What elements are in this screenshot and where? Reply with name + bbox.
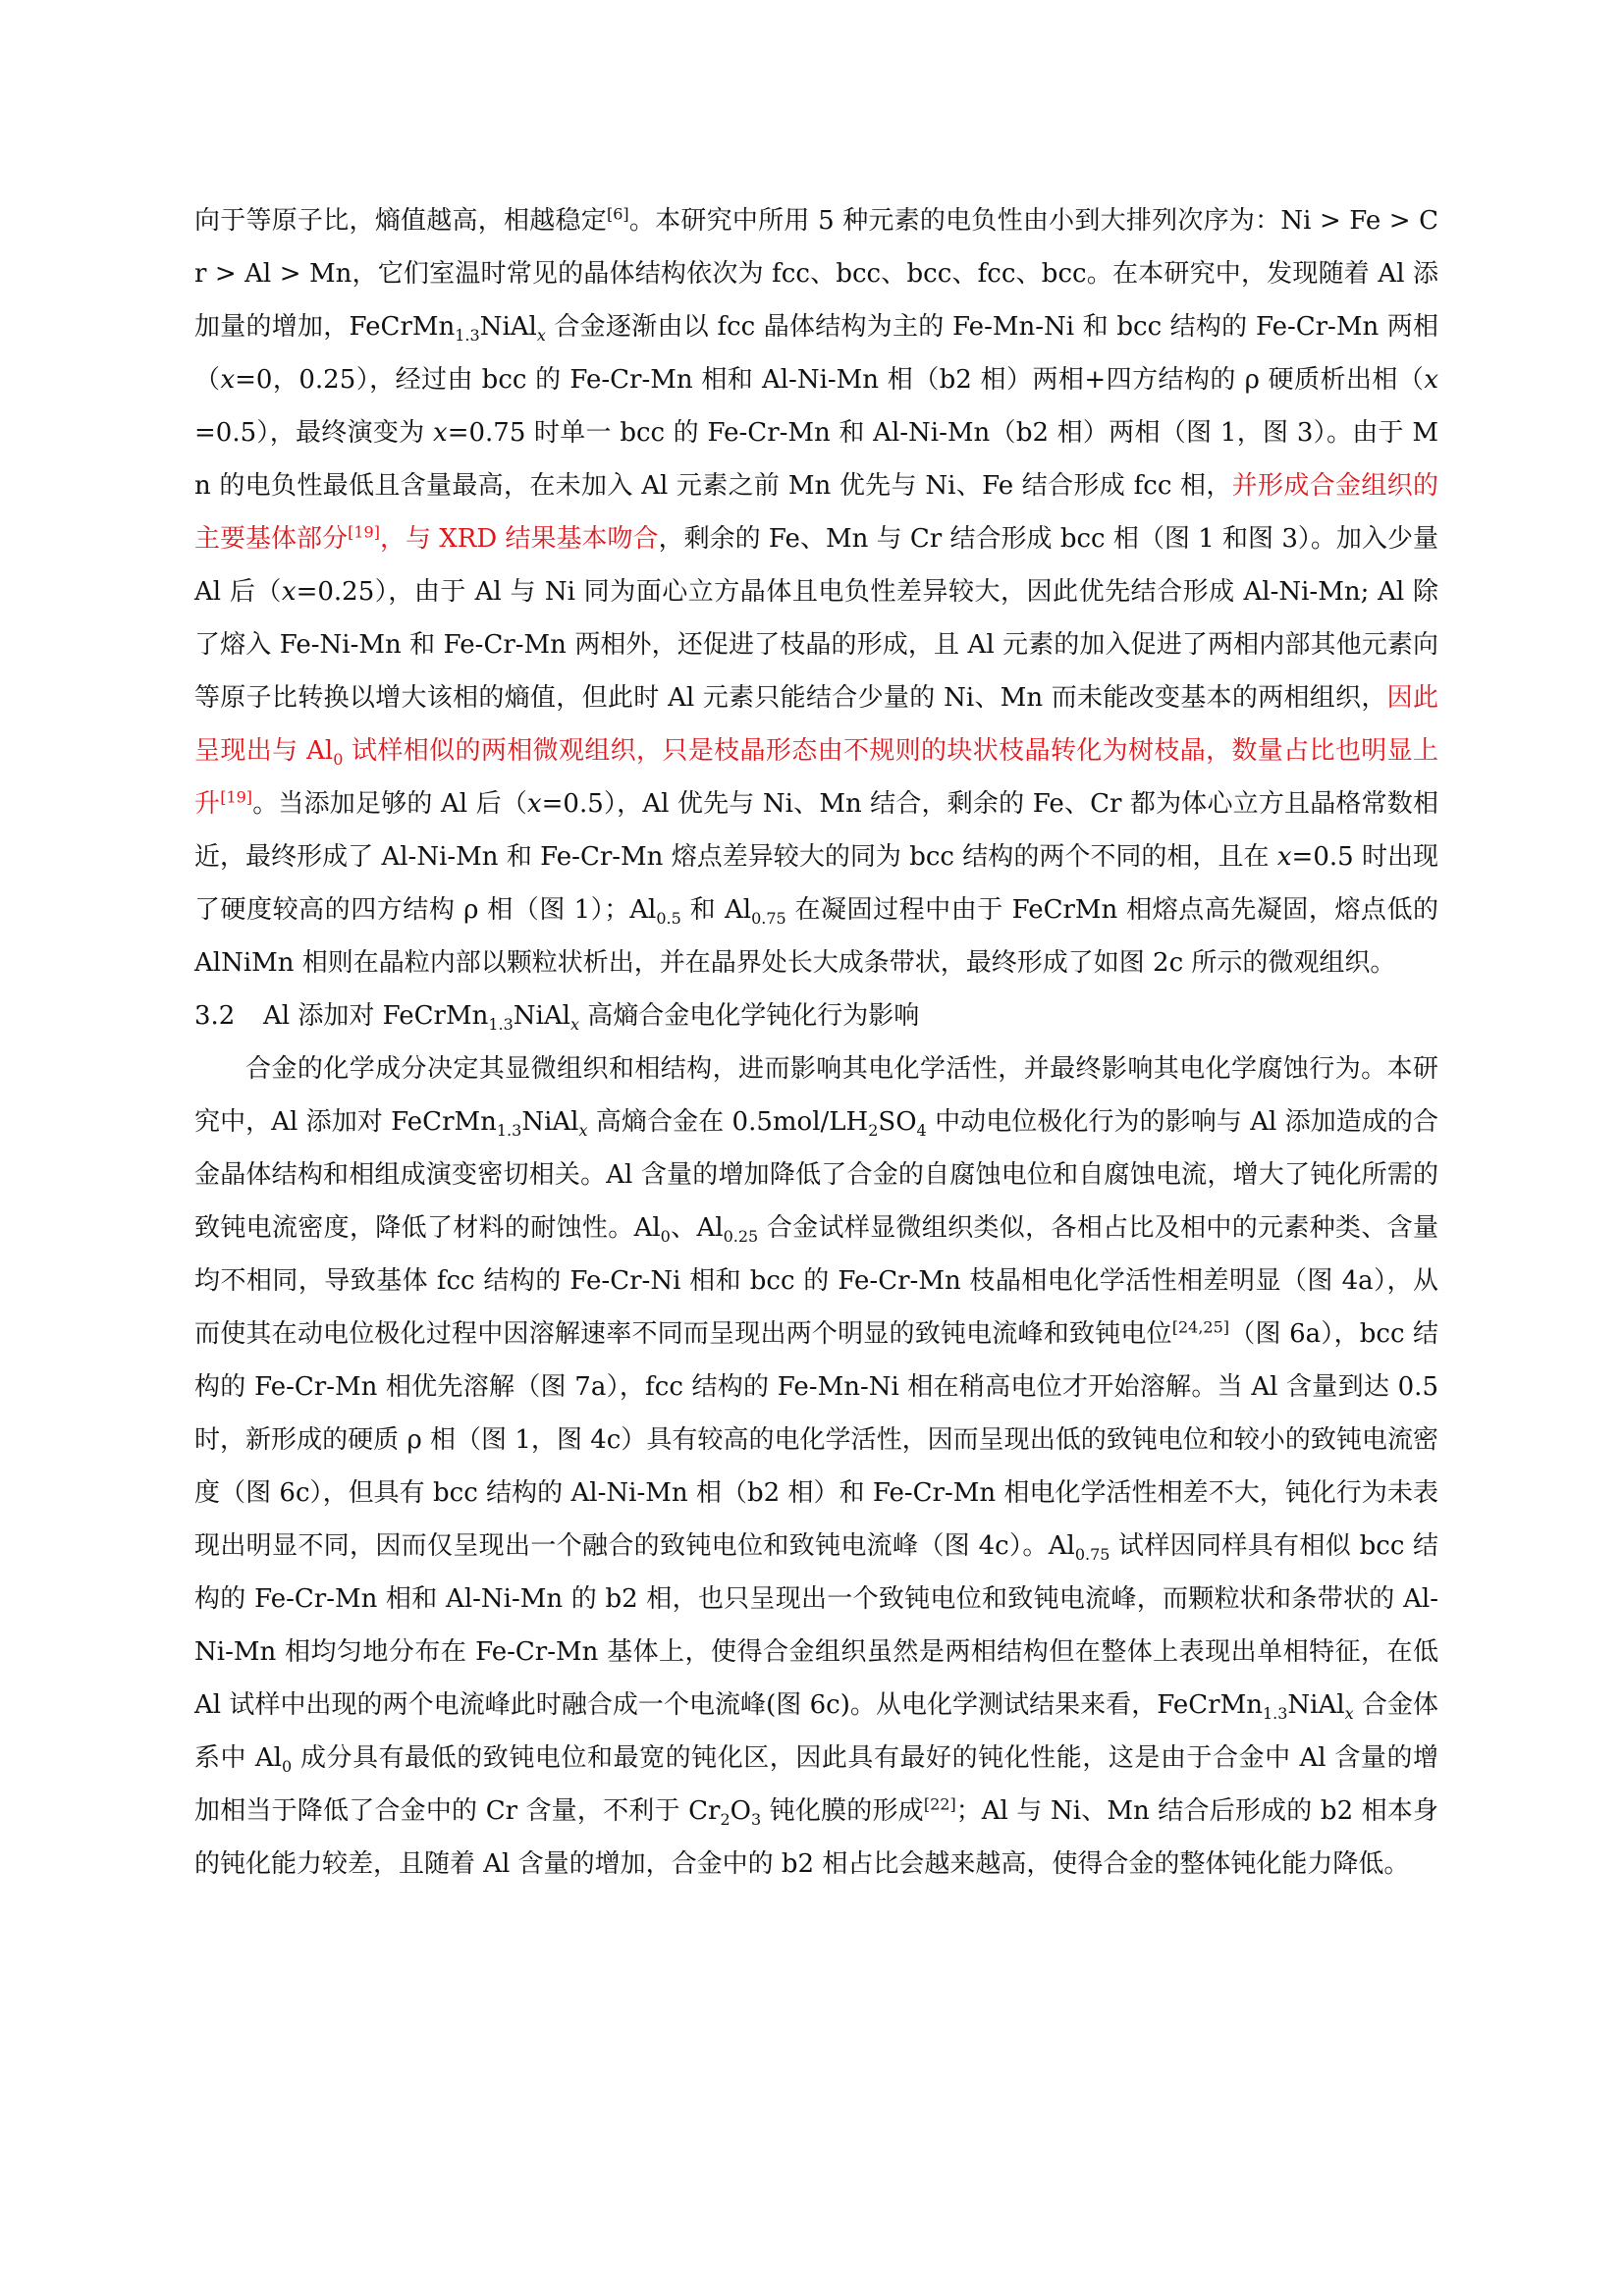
text-run: =0.75 时单一 bcc 的 Fe-Cr-Mn 和 Al-Ni-Mn（b2 相）两相（图 1，图 3）。由于 Mn 的电负性最低且含量最高，在未加入 Al 元素之前 Mn 优先与 Ni、Fe 结合形成 fcc 相， (194, 418, 1439, 501)
text-run: （图 6a），bcc 结构的 Fe-Cr-Mn 相优先溶解（图 7a），fcc 结构的 Fe-Mn-Ni 相在稍高电位才开始溶解。当 Al 含量到达 0.5 时，新形成的硬质 ρ 相（图 1，图 4c）具有较高的电化学活性，因而呈现出低的致钝电位和较小的致钝电流密度（图 6c），但具有 bcc 结构的 Al-Ni-Mn 相（b2 相）和 Fe-Cr-Mn 相电化学活性相差不大，钝化行为未表现出明显不同，因而仅呈现出一个融合的致钝电位和致钝电流峰（图 4c）。Al (194, 1319, 1438, 1561)
variable: x (1424, 365, 1438, 395)
subscript: 2 (720, 1810, 731, 1830)
text-run: 。本研究中所用 5 种元素的电负性由小到大排列次序为：Ni > Fe > Cr > Al > Mn，它们室温时常见的晶体结构依次为 fcc、bcc、bcc、fcc、bcc。在本研究中，发现随着 Al 添加量的增加，FeCrMn (194, 206, 1438, 342)
text-run: 并形成合金组织的主要基体部分 (194, 471, 1438, 554)
subscript: 1.3 (1262, 1704, 1288, 1724)
text-run: NiAl (479, 312, 537, 342)
text-run: 合金试样显微组织类似，各相占比及相中的元素种类、含量均不相同，导致基体 fcc 结构的 Fe-Cr-Ni 相和 bcc 的 Fe-Cr-Mn 枝晶相电化学活性相差明显（图 4a），从而使其在动电位极化过程中因溶解速率不同而呈现出两个明显的致钝电流峰和致钝电位 (194, 1213, 1439, 1349)
text-run: =0.5 时出现了硬度较高的四方结构 ρ 相（图 1）；Al (194, 842, 1439, 925)
subscript: 0.5 (656, 909, 681, 929)
subscript: 0 (282, 1757, 293, 1777)
subscript: 3 (751, 1810, 762, 1830)
variable: x (220, 365, 236, 395)
page-body (194, 194, 1438, 1891)
variable: x (281, 577, 297, 607)
text-run: 中动电位极化行为的影响与 Al 添加造成的合金晶体结构和相组成演变密切相关。Al 含量的增加降低了合金的自腐蚀电位和自腐蚀电流，增大了钝化所需的致钝电流密度，降低了材料的耐蚀性。Al (194, 1107, 1438, 1243)
subscript: 1.3 (496, 1121, 522, 1141)
citation: [22] (923, 1794, 956, 1814)
text-run: =0.5），Al 优先与 Ni、Mn 结合，剩余的 Fe、Cr 都为体心立方且晶格常数相近，最终形成了 Al-Ni-Mn 和 Fe-Cr-Mn 熔点差异较大的同为 bcc 结构的两个不同的相，且在 (194, 789, 1439, 872)
subscript: 0.25 (723, 1227, 759, 1247)
subscript-variable: x (1344, 1704, 1354, 1724)
citation: [19] (348, 522, 380, 542)
citation: [24,25] (1171, 1317, 1230, 1337)
text-run: 和 Al (680, 895, 752, 925)
subscript: 1.3 (488, 1015, 514, 1035)
text-run: 因此呈现出与 Al (194, 683, 1438, 766)
text-run: NiAl (1287, 1690, 1345, 1720)
text-run: =0.5），最终演变为 (194, 418, 434, 448)
subscript: 0 (333, 750, 344, 770)
section-number: 3.2 (194, 1001, 236, 1031)
text-run: 成分具有最低的致钝电位和最宽的钝化区，因此具有最好的钝化性能，这是由于合金中 Al 含量的增加相当于降低了合金中的 Cr 含量，不利于 Cr (194, 1743, 1439, 1826)
paragraph-passivation (194, 1042, 1438, 1891)
text-run: 在凝固过程中由于 FeCrMn 相熔点高先凝固，熔点低的 AlNiMn 相则在晶粒内部以颗粒状析出，并在晶界处长大成条带状，最终形成了如图 2c 所示的微观组织。 (194, 895, 1438, 978)
paragraph-phase-evolution (194, 194, 1438, 989)
subscript-variable: x (578, 1121, 588, 1141)
text-run: 。当添加足够的 Al 后（ (252, 789, 527, 819)
subscript: 1.3 (455, 326, 480, 346)
citation: [6] (606, 204, 629, 224)
text-run: 试样相似的两相微观组织，只是枝晶形态由不规则的块状枝晶转化为树枝晶，数量占比也明显上升 (194, 736, 1438, 819)
heading-text: Al 添加对 FeCrMn (263, 1001, 489, 1031)
citation: [19] (220, 787, 253, 807)
variable: x (526, 789, 542, 819)
subscript-variable: x (569, 1015, 579, 1035)
heading-text: NiAl (513, 1001, 570, 1031)
text-run: SO (878, 1107, 917, 1137)
text-run: =0，0.25），经过由 bcc 的 Fe-Cr-Mn 相和 Al-Ni-Mn 相（b2 相）两相+四方结构的 ρ 硬质析出相（ (235, 365, 1425, 395)
subscript: 2 (868, 1121, 879, 1141)
variable: x (1276, 842, 1292, 872)
text-run: 钝化膜的形成 (761, 1796, 924, 1826)
text-run: =0.25），由于 Al 与 Ni 同为面心立方晶体且电负性差异较大，因此优先结合形成 Al-Ni-Mn; Al 除了熔入 Fe-Ni-Mn 和 Fe-Cr-Mn 两相外，还促进了枝晶的形成，且 Al 元素的加入促进了两相内部其他元素向等原子比转换以增大该相的熵值，但此时 Al 元素只能结合少量的 Ni、Mn 而未能改变基本的两相组织， (194, 577, 1438, 713)
text-run: O (730, 1796, 751, 1826)
subscript: 0.75 (1074, 1545, 1110, 1565)
text-run: NiAl (521, 1107, 579, 1137)
text-run: ；Al 与 Ni、Mn 结合后形成的 b2 相本身的钝化能力较差，且随着 Al 含量的增加，合金中的 b2 相占比会越来越高，使得合金的整体钝化能力降低。 (194, 1796, 1438, 1879)
text-run: 试样因同样具有相似 bcc 结构的 Fe-Cr-Mn 相和 Al-Ni-Mn 的 b2 相，也只呈现出一个致钝电位和致钝电流峰，而颗粒状和条带状的 Al-Ni-Mn 相均匀地分布在 Fe-Cr-Mn 基体上，使得合金组织虽然是两相结构但在整体上表现出单相特征，在低 Al 试样中出现的两个电流峰此时融合成一个电流峰(图 6c)。从电化学测试结果来看，FeCrMn (194, 1531, 1439, 1720)
text-run: 合金体系中 Al (194, 1690, 1438, 1773)
text-run: 向于等原子比，熵值越高，相越稳定 (194, 206, 607, 236)
variable: x (433, 418, 448, 448)
text-run: 合金逐渐由以 fcc 晶体结构为主的 Fe-Mn-Ni 和 bcc 结构的 Fe-Cr-Mn 两相（ (194, 312, 1438, 395)
subscript: 4 (916, 1121, 927, 1141)
heading-text: 高熵合金电化学钝化行为影响 (578, 1001, 920, 1031)
subscript: 0 (660, 1227, 671, 1247)
text-run: 、Al (670, 1213, 724, 1243)
subscript-variable: x (536, 326, 546, 346)
subscript: 0.75 (751, 909, 786, 929)
text-run: 高熵合金在 0.5mol/LH (587, 1107, 869, 1137)
text-run: ，剩余的 Fe、Mn 与 Cr 结合形成 bcc 相（图 1 和图 3）。加入少量 Al 后（ (194, 524, 1438, 607)
text-run: ，与 XRD 结果基本吻合 (379, 524, 659, 554)
section-heading-3-2 (194, 989, 1438, 1042)
text-run: 合金的化学成分决定其显微组织和相结构，进而影响其电化学活性，并最终影响其电化学腐蚀行为。本研究中，Al 添加对 FeCrMn (194, 1054, 1438, 1137)
